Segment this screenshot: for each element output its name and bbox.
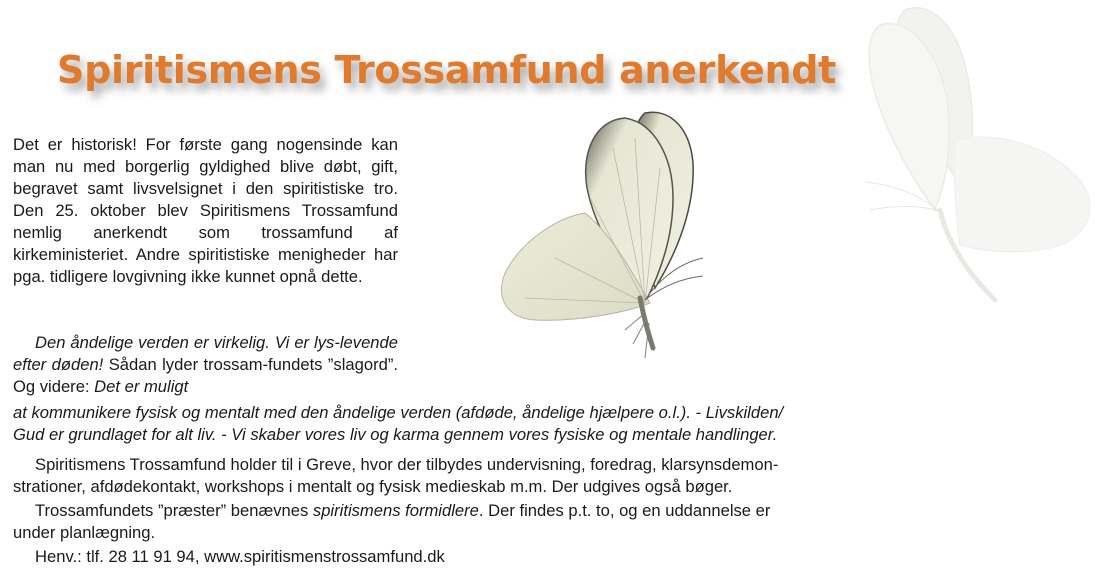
- location-line-2: strationer, afdødekontakt, workshops i mentalt og fysisk medieskab m.m. Der udgives også bøger.: [13, 477, 733, 496]
- priests-line-2: under planlægning.: [13, 523, 156, 542]
- quote-line-2: Gud er grundlaget for alt liv. - Vi skaber vores liv og karma gennem vores fysiske og mentale handlinger.: [13, 425, 778, 444]
- slogan-italic: Den åndelige verden er virkelig. Vi er lys-levende efter døden!: [13, 333, 398, 374]
- butterfly-faded-illustration: [835, 0, 1095, 318]
- quote-continuation: [13, 402, 928, 446]
- intro-paragraph: Det er historisk! For første gang nogensinde kan man nu med borgerlig gyldighed blive døbt, gift, begravet samt livsvelsignet i den spiritistiske tro. Den 25. oktober blev Spiritismens Trossamfund nemlig anerkendt som trossamfund af kirkeministeriet. Andre spiritistiske menigheder har pga. tidligere lovgivning ikke kunnet opnå dette.: [13, 135, 398, 286]
- slogan-rest: Sådan lyder trossam-fundets ”slagord”. Og videre:: [13, 355, 398, 396]
- article-title: Spiritismens Trossamfund anerkendt: [57, 48, 837, 92]
- butterfly-illustration: [495, 108, 705, 370]
- quote-line-1: at kommunikere fysisk og mentalt med den åndelige verden (afdøde, åndelige hjælpere o.l.). - Livskilden/: [13, 403, 784, 422]
- priests-italic: spiritismens formidlere: [312, 501, 479, 520]
- location-line-1: Spiritismens Trossamfund holder til i Greve, hvor der tilbydes undervisning, foredrag, klarsynsdemon-: [35, 455, 779, 474]
- slogan-quote-start: Det er muligt: [94, 377, 189, 396]
- contact-line: Henv.: tlf. 28 11 91 94, www.spiritismenstrossamfund.dk: [35, 547, 445, 566]
- slogan-paragraph: [13, 332, 398, 398]
- priests-line-1: Trossamfundets ”præster” benævnes spiritismens formidlere. Der findes p.t. to, og en uddannelse er: [35, 501, 771, 520]
- priests-paragraph: [13, 500, 928, 544]
- location-paragraph: [13, 454, 928, 498]
